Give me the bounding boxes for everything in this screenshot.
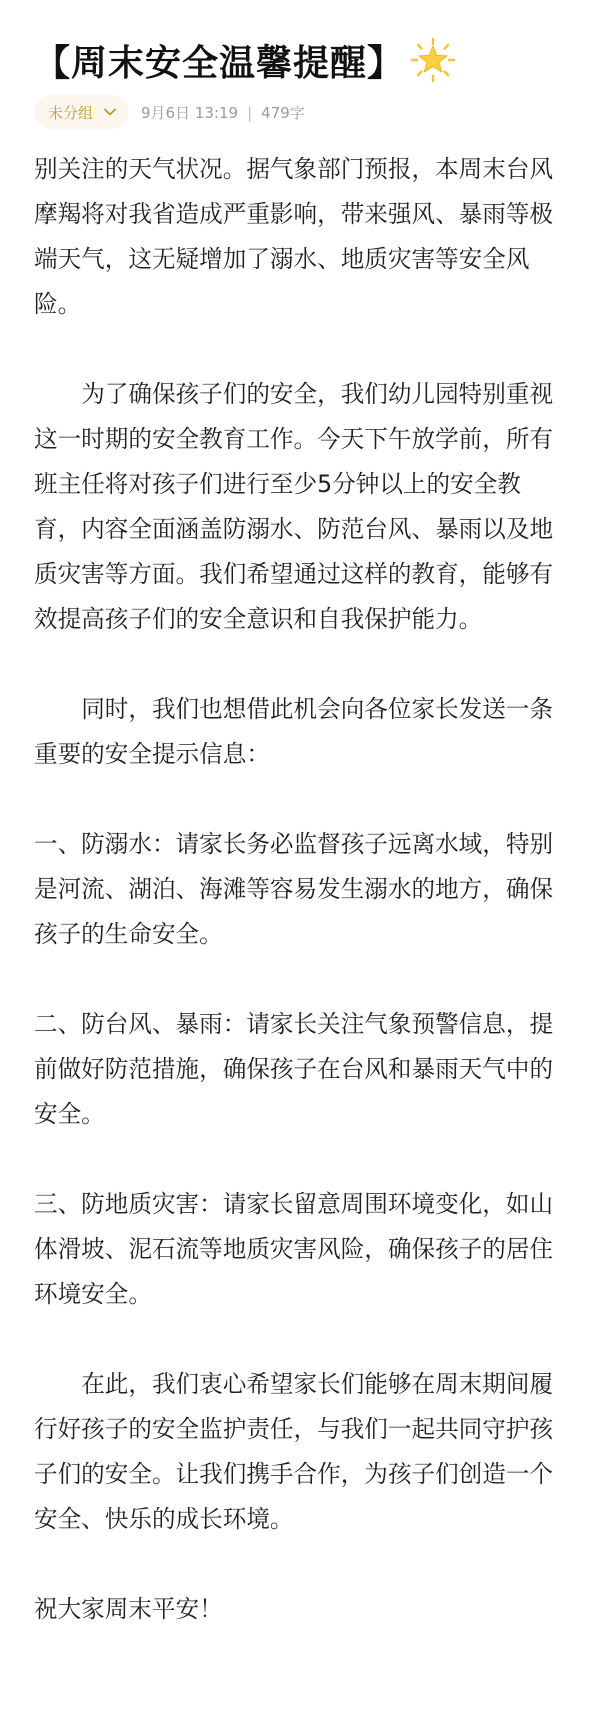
note-body[interactable]	[34, 147, 568, 1632]
paragraph-2: 为了确保孩子们的安全，我们幼儿园特别重视这一时期的安全教育工作。今天下午放学前，所有班主任将对孩子们进行至少5分钟以上的安全教育，内容全面涵盖防溺水、防范台风、暴雨以及地质灾害等方面。我们希望通过这样的教育，能够有效提高孩子们的安全意识和自我保护能力。	[34, 380, 554, 633]
page-title: 【周末安全温馨提醒】	[34, 42, 405, 84]
star-icon	[410, 37, 456, 83]
paragraph-6: 三、防地质灾害：请家长留意周围环境变化，如山体滑坡、泥石流等地质灾害风险，确保孩子的居住环境安全。	[34, 1190, 554, 1308]
chevron-down-icon	[103, 105, 117, 119]
paragraph-5: 二、防台风、暴雨：请家长关注气象预警信息，提前做好防范措施，确保孩子在台风和暴雨天气中的安全。	[34, 1010, 554, 1128]
group-label: 未分组	[48, 103, 94, 122]
group-selector-button[interactable]	[34, 95, 129, 129]
meta-row	[34, 94, 568, 130]
paragraph-4: 一、防溺水：请家长务必监督孩子远离水域，特别是河流、湖泊、海滩等容易发生溺水的地方，确保孩子的生命安全。	[34, 830, 554, 948]
word-count: 479字	[261, 103, 305, 122]
paragraph-8: 祝大家周末平安！	[34, 1595, 223, 1623]
note-datetime: 9月6日 13:19	[141, 103, 239, 122]
note-meta	[141, 102, 305, 123]
paragraph-3: 同时，我们也想借此机会向各位家长发送一条重要的安全提示信息：	[34, 695, 554, 768]
paragraph-1: 别关注的天气状况。据气象部门预报，本周末台风摩羯将对我省造成严重影响，带来强风、暴雨等极端天气，这无疑增加了溺水、地质灾害等安全风险。	[34, 155, 554, 318]
meta-separator: |	[247, 103, 253, 122]
paragraph-7: 在此，我们衷心希望家长们能够在周末期间履行好孩子的安全监护责任，与我们一起共同守护孩子们的安全。让我们携手合作，为孩子们创造一个安全、快乐的成长环境。	[34, 1370, 554, 1533]
title-row	[34, 0, 568, 90]
